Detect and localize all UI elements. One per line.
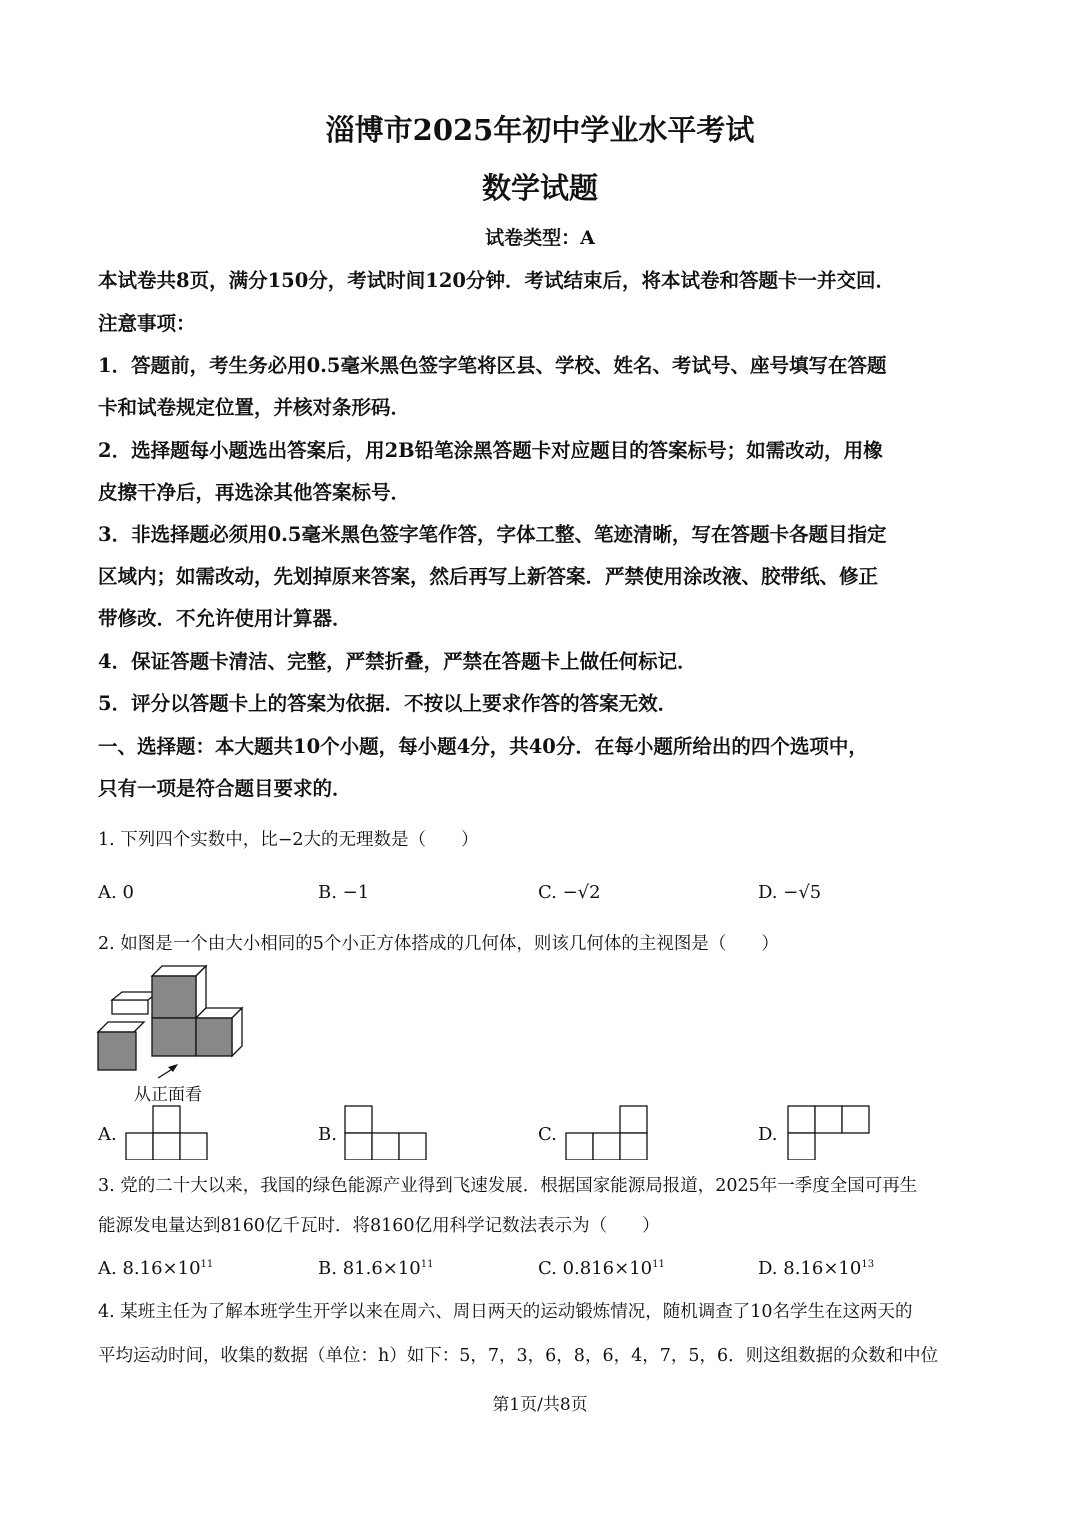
option-label: B. (318, 1258, 337, 1279)
q3-option-b (318, 1258, 434, 1279)
q2-option-c: C. (538, 1124, 557, 1145)
question-4-stem: 平均运动时间，收集的数据（单位：h）如下：5，7，3，6，8，6，4，7，5，6．则这组数据的众数和中位 (98, 1346, 939, 1366)
q1-option-b: B. −1 (318, 882, 370, 903)
q3-option-a (98, 1258, 213, 1279)
question-2-stem: 2. 如图是一个由大小相同的5个小正方体搭成的几何体，则该几何体的主视图是（ ） (98, 934, 779, 954)
option-label: C. (538, 1258, 557, 1279)
paper-type: 试卷类型：A (485, 227, 595, 249)
option-base: 8.16×10 (122, 1258, 201, 1279)
note-line: 3．非选择题必须用0.5毫米黑色签字笔作答，字体工整、笔迹清晰，写在答题卡各题目指定 (98, 523, 887, 546)
question-3-stem: 3. 党的二十大以来，我国的绿色能源产业得到飞速发展．根据国家能源局报道，2025年一季度全国可再生 (98, 1176, 918, 1196)
option-label: A. (98, 1258, 117, 1279)
section-heading: 只有一项是符合题目要求的． (98, 777, 352, 800)
q3-option-d (758, 1258, 874, 1279)
figure-caption: 从正面看 (134, 1085, 202, 1105)
note-line: 5．评分以答题卡上的答案为依据．不按以上要求作答的答案无效． (98, 692, 678, 715)
note-line: 2．选择题每小题选出答案后，用2B铅笔涂黑答题卡对应题目的答案标号；如需改动，用橡 (98, 439, 883, 462)
option-exponent: 13 (861, 1259, 875, 1270)
q2-option-d-figure (787, 1104, 871, 1160)
option-base: 0.816×10 (562, 1258, 653, 1279)
option-exponent: 11 (652, 1259, 665, 1270)
section-heading: 一、选择题：本大题共10个小题，每小题4分，共40分．在每小题所给出的四个选项中， (98, 735, 868, 758)
option-label: D. (758, 1258, 778, 1279)
q1-option-c: C. −√2 (538, 882, 601, 903)
page-number: 第1页/共8页 (492, 1395, 588, 1415)
option-base: 8.16×10 (783, 1258, 862, 1279)
question-4-stem: 4. 某班主任为了解本班学生开学以来在周六、周日两天的运动锻炼情况，随机调查了10名学生在这两天的 (98, 1302, 913, 1322)
note-line: 卡和试卷规定位置，并核对条形码． (98, 396, 411, 419)
option-exponent: 11 (420, 1259, 434, 1270)
option-base: 81.6×10 (342, 1258, 421, 1279)
q2-option-b: B. (318, 1124, 337, 1145)
q2-option-a-figure (125, 1104, 209, 1160)
q2-option-c-figure (565, 1104, 649, 1160)
exam-subject: 数学试题 (481, 171, 598, 205)
q1-option-a: A. 0 (98, 882, 134, 903)
notes-heading: 注意事项： (98, 312, 196, 335)
q3-option-c (538, 1258, 665, 1279)
question-1-stem: 1. 下列四个实数中，比−2大的无理数是（ ） (98, 830, 479, 850)
note-line: 带修改．不允许使用计算器． (98, 607, 352, 630)
exam-title: 淄博市2025年初中学业水平考试 (325, 113, 755, 147)
note-line: 1．答题前，考生务必用0.5毫米黑色签字笔将区县、学校、姓名、考试号、座号填写在答题 (98, 354, 887, 377)
q2-option-b-figure (344, 1104, 428, 1160)
note-line: 4．保证答题卡清洁、完整，严禁折叠，严禁在答题卡上做任何标记． (98, 650, 697, 673)
cube-figure (96, 962, 248, 1082)
option-exponent: 11 (200, 1259, 214, 1270)
question-3-stem: 能源发电量达到8160亿千瓦时．将8160亿用科学记数法表示为（ ） (98, 1216, 660, 1236)
exam-intro: 本试卷共8页，满分150分，考试时间120分钟．考试结束后，将本试卷和答题卡一并交回． (98, 269, 895, 292)
note-line: 皮擦干净后，再选涂其他答案标号． (98, 481, 411, 504)
q2-option-a: A. (98, 1124, 117, 1145)
q2-option-d: D. (758, 1124, 778, 1145)
note-line: 区域内；如需改动，先划掉原来答案，然后再写上新答案．严禁使用涂改液、胶带纸、修正 (98, 565, 879, 588)
q1-option-d: D. −√5 (758, 882, 822, 903)
